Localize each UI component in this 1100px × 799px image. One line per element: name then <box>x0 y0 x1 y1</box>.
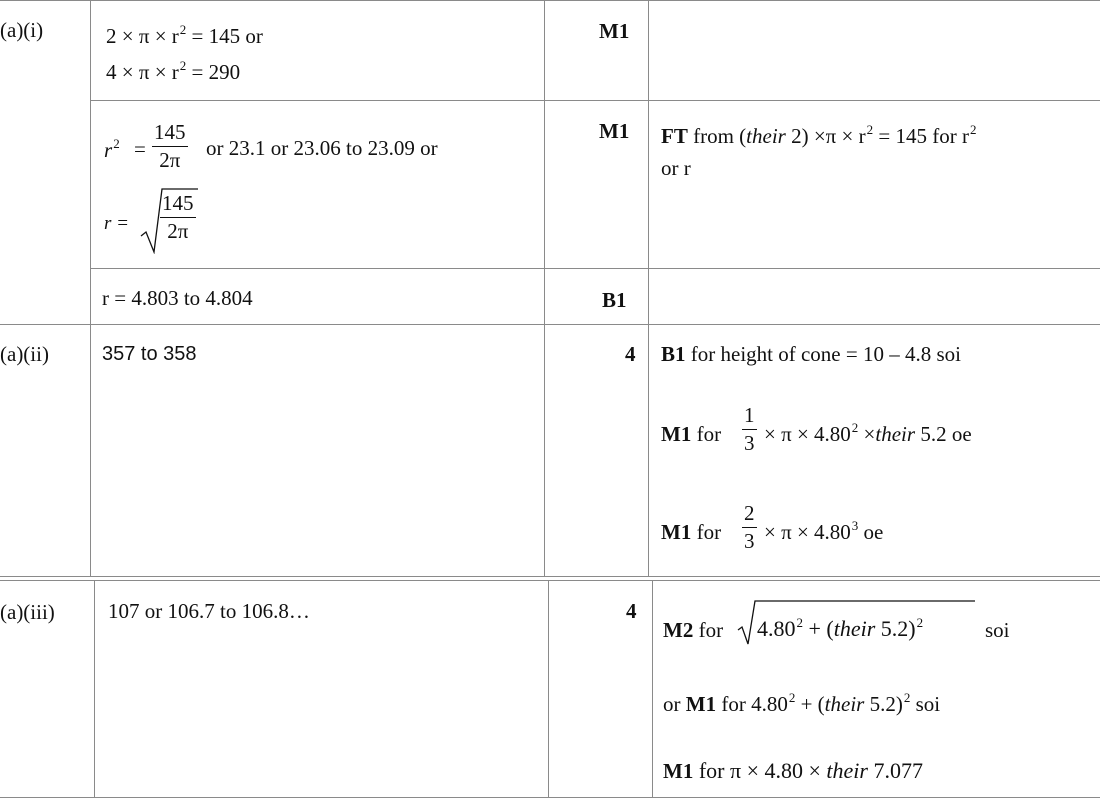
exponent: 2 <box>851 420 859 435</box>
guidance-text: for <box>691 422 722 446</box>
guidance-text: soi <box>985 618 1010 642</box>
guidance-italic: their <box>875 422 916 446</box>
table-rule <box>0 324 1100 325</box>
expr-part: 4 × π × r <box>106 60 179 84</box>
guidance-italic: their <box>824 692 865 716</box>
guidance-line <box>663 620 723 641</box>
guidance-text: for π × 4.80 × <box>693 758 821 783</box>
table-rule <box>548 580 549 798</box>
exponent: 2 <box>788 690 796 705</box>
working-line <box>106 22 263 48</box>
guidance-expression <box>764 420 972 446</box>
expr-part: × π × 4.80 <box>764 422 851 446</box>
guidance-text: for <box>691 520 722 544</box>
guidance-bold: M2 <box>663 618 694 642</box>
denominator: 3 <box>744 431 755 455</box>
answer: 357 to 358 <box>102 343 197 365</box>
fraction-145-over-2pi <box>152 122 188 171</box>
exponent: 3 <box>851 518 859 533</box>
guidance-expression <box>764 518 884 544</box>
numerator: 2 <box>744 501 755 525</box>
expr-part: 7.077 <box>867 758 923 783</box>
guidance-bold: M1 <box>661 422 692 446</box>
guidance-bold: FT <box>661 124 688 148</box>
denominator: 3 <box>744 529 755 553</box>
guidance-bold: M1 <box>661 520 692 544</box>
mark-code: B1 <box>602 288 627 312</box>
guidance-line <box>661 344 961 365</box>
table-rule <box>544 0 545 577</box>
expr-part: = 145 or <box>186 24 263 48</box>
guidance-text: for 4.80 <box>716 692 788 716</box>
numerator: 145 <box>154 120 186 144</box>
guidance-line <box>663 690 941 716</box>
guidance-line <box>661 424 721 445</box>
guidance-text: or <box>663 692 686 716</box>
denominator: 2π <box>160 217 196 242</box>
guidance-text: for height of cone = 10 – 4.8 soi <box>685 342 961 366</box>
mark-code: M1 <box>599 19 630 43</box>
guidance-line <box>663 760 923 782</box>
part-label: (a)(i) <box>0 18 44 42</box>
guidance-text: = 145 for r <box>873 124 969 148</box>
table-rule <box>90 268 1100 269</box>
guidance-italic: their <box>746 124 786 148</box>
fraction-one-third <box>742 405 757 454</box>
expr-part: 4.80 <box>757 616 796 641</box>
guidance-bold: M1 <box>685 692 717 716</box>
exponent: 2 <box>113 136 120 151</box>
guidance-line: or r <box>661 156 691 180</box>
table-rule <box>0 576 1100 577</box>
sqrt-fraction <box>160 193 196 242</box>
part-label: (a)(ii) <box>0 342 49 366</box>
denominator: 2π <box>152 146 188 171</box>
expr-part: oe <box>858 520 884 544</box>
guidance-text: soi <box>910 692 941 716</box>
part-label: (a)(iii) <box>0 600 55 624</box>
exponent: 2 <box>866 122 874 137</box>
guidance-italic: their <box>833 616 876 641</box>
expr-part: = 290 <box>186 60 241 84</box>
equals-sign: = <box>134 137 146 161</box>
numerator: 1 <box>744 403 755 427</box>
answer: 107 or 106.7 to 106.8… <box>108 599 310 623</box>
guidance-text: for <box>693 618 724 642</box>
expr-part: 5.2) <box>875 616 916 641</box>
guidance-text: 2) ×π × r <box>785 124 866 148</box>
expr-part: 5.2) <box>864 692 903 716</box>
table-rule <box>0 0 1100 1</box>
guidance-bold: B1 <box>661 342 686 366</box>
table-rule <box>90 100 1100 101</box>
exponent: 2 <box>969 122 977 137</box>
guidance-line <box>661 122 977 148</box>
exponent: 2 <box>179 58 187 73</box>
exponent: 2 <box>916 615 924 630</box>
expr-part: 5.2 oe <box>915 422 972 446</box>
expr-part: 2 × π × r <box>106 24 179 48</box>
working-line <box>106 58 241 84</box>
expr-part: × π × 4.80 <box>764 520 851 544</box>
exponent: 2 <box>903 690 911 705</box>
guidance-line <box>661 522 721 543</box>
guidance-text: from ( <box>687 124 747 148</box>
guidance-italic: their <box>820 758 868 783</box>
mark-total: 4 <box>625 342 636 366</box>
guidance-bold: M1 <box>663 759 694 783</box>
answer: r = 4.803 to 4.804 <box>102 286 253 310</box>
table-rule <box>652 580 653 798</box>
working-line: or 23.1 or 23.06 to 23.09 or <box>206 136 438 160</box>
r-lhs: r = <box>104 213 129 234</box>
exponent: 2 <box>796 615 803 630</box>
table-rule <box>94 580 95 798</box>
expr-part: + ( <box>803 616 834 641</box>
exponent: 2 <box>179 22 187 37</box>
table-rule <box>0 580 1100 581</box>
fraction-two-thirds <box>742 503 757 552</box>
numerator: 145 <box>162 191 194 215</box>
expr-part: × <box>858 422 876 446</box>
mark-total: 4 <box>626 599 637 623</box>
table-rule <box>0 797 1100 798</box>
r-squared-lhs <box>104 136 120 162</box>
table-rule <box>648 0 649 577</box>
expr-part: + ( <box>795 692 825 716</box>
expr-part: r <box>104 138 113 162</box>
mark-code: M1 <box>599 119 630 143</box>
table-rule <box>90 0 91 577</box>
guidance-expression <box>757 615 924 641</box>
